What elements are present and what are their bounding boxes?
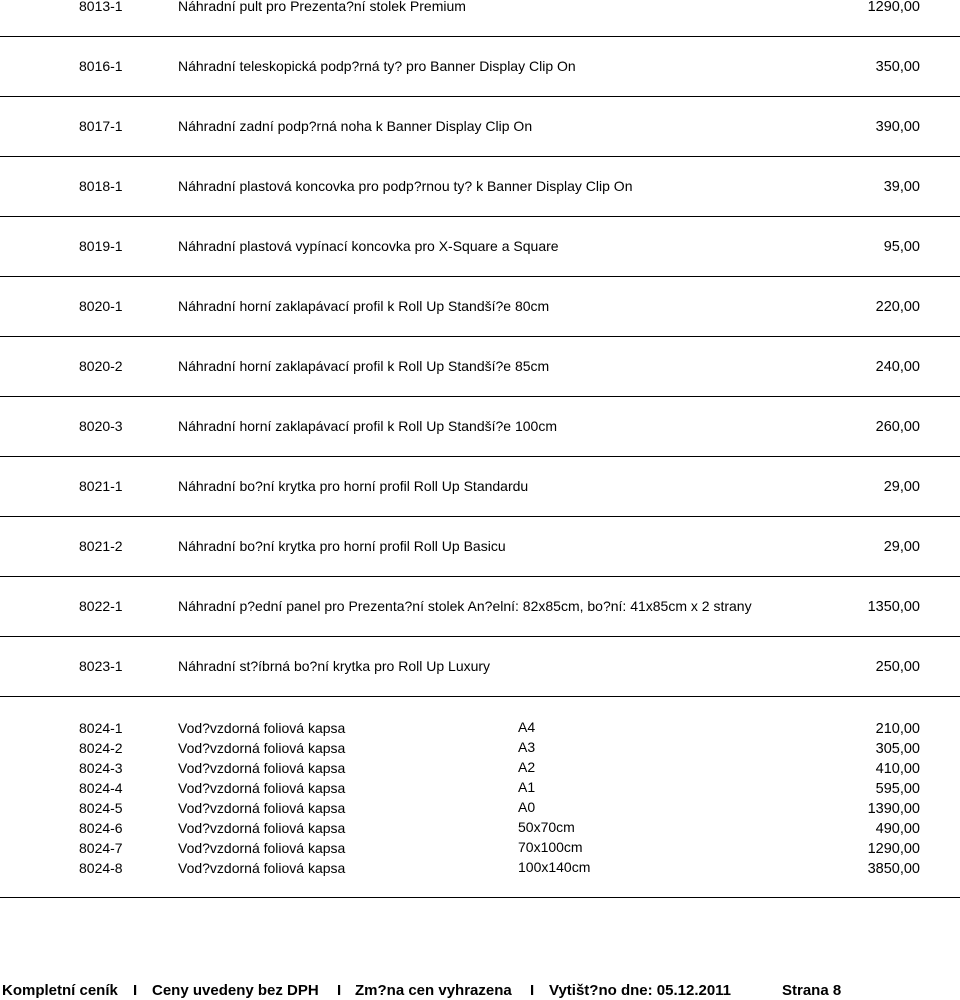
item-price: 1390,00 (867, 801, 920, 817)
item-price: 260,00 (875, 419, 920, 435)
table-row (0, 358, 960, 378)
item-code: 8024-8 (79, 860, 123, 876)
item-code: 8017-1 (79, 118, 123, 134)
item-description: Vod?vzdorná foliová kapsa (178, 820, 346, 836)
item-size: A1 (518, 779, 536, 795)
row-divider (0, 516, 960, 517)
table-row (0, 58, 960, 78)
item-code: 8013-1 (79, 0, 123, 14)
table-row (0, 860, 960, 878)
item-code: 8021-1 (79, 478, 123, 494)
item-description: Vod?vzdorná foliová kapsa (178, 840, 346, 856)
item-code: 8020-3 (79, 418, 123, 434)
table-row (0, 780, 960, 798)
row-divider (0, 696, 960, 697)
item-description: Vod?vzdorná foliová kapsa (178, 740, 346, 756)
item-price: 210,00 (875, 721, 920, 737)
item-price: 1290,00 (867, 841, 920, 857)
footer-separator: I (337, 982, 342, 999)
row-divider (0, 897, 960, 898)
item-description: Náhradní horní zaklapávací profil k Roll Up Standší?e 85cm (178, 358, 550, 374)
item-description: Vod?vzdorná foliová kapsa (178, 800, 346, 816)
table-row (0, 118, 960, 138)
item-price: 595,00 (875, 781, 920, 797)
row-divider (0, 576, 960, 577)
table-row (0, 720, 960, 738)
item-code: 8020-1 (79, 298, 123, 314)
table-row (0, 658, 960, 678)
footer-catalog: Kompletní ceník (2, 982, 118, 999)
table-row (0, 840, 960, 858)
table-row (0, 298, 960, 318)
row-divider (0, 276, 960, 277)
table-row (0, 178, 960, 198)
item-price: 305,00 (875, 741, 920, 757)
item-code: 8024-2 (79, 740, 123, 756)
footer-page-number: Strana 8 (782, 982, 842, 999)
item-price: 240,00 (875, 359, 920, 375)
item-code: 8024-4 (79, 780, 123, 796)
page-footer (0, 982, 960, 1000)
item-price: 3850,00 (867, 861, 920, 877)
table-row (0, 538, 960, 558)
item-size: 100x140cm (518, 859, 591, 875)
footer-price-change-note: Zm?na cen vyhrazena (355, 982, 512, 999)
item-code: 8022-1 (79, 598, 123, 614)
row-divider (0, 216, 960, 217)
item-description: Vod?vzdorná foliová kapsa (178, 780, 346, 796)
item-description: Vod?vzdorná foliová kapsa (178, 760, 346, 776)
item-code: 8018-1 (79, 178, 123, 194)
item-price: 350,00 (875, 59, 920, 75)
item-price: 29,00 (883, 539, 920, 555)
item-description: Náhradní bo?ní krytka pro horní profil Roll Up Standardu (178, 478, 529, 494)
item-description: Náhradní horní zaklapávací profil k Roll Up Standší?e 80cm (178, 298, 550, 314)
item-price: 29,00 (883, 479, 920, 495)
footer-separator: I (530, 982, 535, 999)
item-price: 390,00 (875, 119, 920, 135)
item-price: 1350,00 (867, 599, 920, 615)
item-description: Náhradní teleskopická podp?rná ty? pro Banner Display Clip On (178, 58, 576, 74)
item-price: 490,00 (875, 821, 920, 837)
item-code: 8023-1 (79, 658, 123, 674)
item-code: 8021-2 (79, 538, 123, 554)
item-size: A0 (518, 799, 536, 815)
item-price: 95,00 (883, 239, 920, 255)
item-code: 8020-2 (79, 358, 123, 374)
item-price: 410,00 (875, 761, 920, 777)
item-code: 8024-6 (79, 820, 123, 836)
item-price: 220,00 (875, 299, 920, 315)
item-code: 8024-5 (79, 800, 123, 816)
item-code: 8024-7 (79, 840, 123, 856)
item-size: A2 (518, 759, 536, 775)
item-description: Náhradní plastová koncovka pro podp?rnou ty? k Banner Display Clip On (178, 178, 633, 194)
item-description: Náhradní zadní podp?rná noha k Banner Display Clip On (178, 118, 533, 134)
table-row (0, 760, 960, 778)
item-description: Náhradní bo?ní krytka pro horní profil Roll Up Basicu (178, 538, 506, 554)
item-size: 70x100cm (518, 839, 583, 855)
table-row (0, 478, 960, 498)
item-description: Vod?vzdorná foliová kapsa (178, 720, 346, 736)
row-divider (0, 636, 960, 637)
item-code: 8016-1 (79, 58, 123, 74)
table-row (0, 0, 960, 18)
item-description: Náhradní p?ední panel pro Prezenta?ní stolek An?elní: 82x85cm, bo?ní: 41x85cm x 2 strany (178, 598, 752, 614)
table-row (0, 800, 960, 818)
table-row (0, 740, 960, 758)
row-divider (0, 396, 960, 397)
footer-separator: I (133, 982, 138, 999)
footer-print-date: Vytišt?no dne: 05.12.2011 (549, 982, 732, 999)
item-size: 50x70cm (518, 819, 575, 835)
item-code: 8024-1 (79, 720, 123, 736)
table-row (0, 598, 960, 618)
footer-vat-note: Ceny uvedeny bez DPH (152, 982, 319, 999)
row-divider (0, 96, 960, 97)
item-description: Náhradní horní zaklapávací profil k Roll Up Standší?e 100cm (178, 418, 557, 434)
row-divider (0, 336, 960, 337)
table-row (0, 238, 960, 258)
item-description: Náhradní plastová vypínací koncovka pro X-Square a Square (178, 238, 559, 254)
item-description: Náhradní st?íbrná bo?ní krytka pro Roll Up Luxury (178, 658, 491, 674)
item-price: 1290,00 (867, 0, 920, 15)
row-divider (0, 36, 960, 37)
item-description: Vod?vzdorná foliová kapsa (178, 860, 346, 876)
table-row (0, 820, 960, 838)
item-price: 39,00 (883, 179, 920, 195)
item-description: Náhradní pult pro Prezenta?ní stolek Premium (178, 0, 466, 14)
item-size: A3 (518, 739, 536, 755)
item-code: 8024-3 (79, 760, 123, 776)
table-row (0, 418, 960, 438)
row-divider (0, 156, 960, 157)
item-price: 250,00 (875, 659, 920, 675)
item-code: 8019-1 (79, 238, 123, 254)
item-size: A4 (518, 719, 536, 735)
row-divider (0, 456, 960, 457)
